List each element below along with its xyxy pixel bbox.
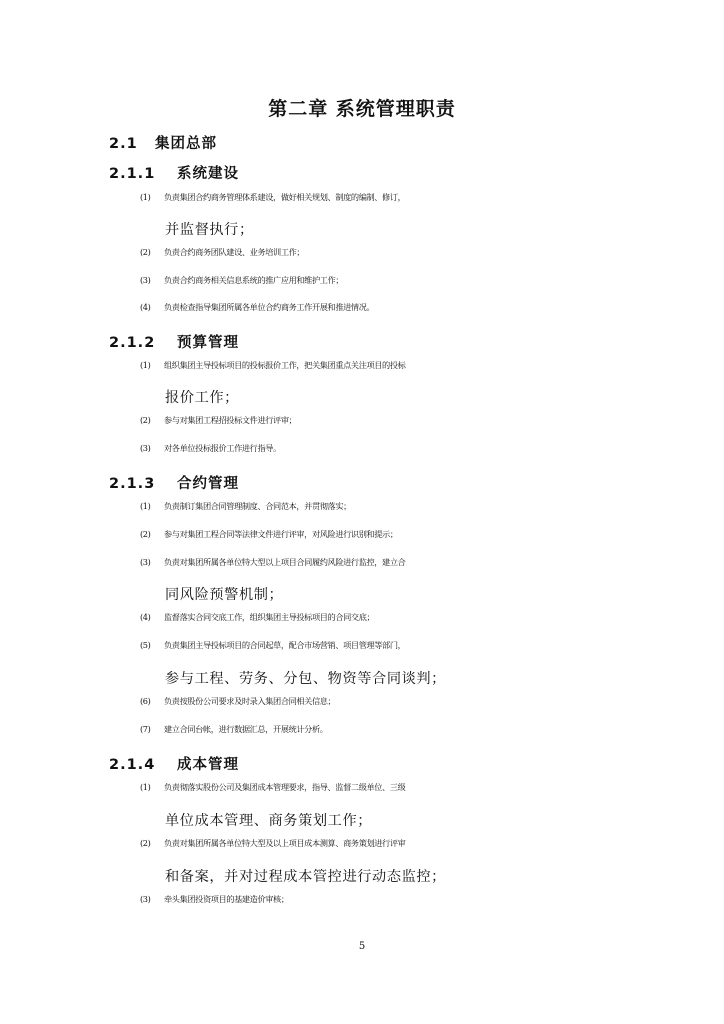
list-item (140, 529, 620, 540)
item-continuation: 同风险预警机制； (165, 587, 284, 603)
section-number: 2.1 (109, 136, 138, 152)
subsection-number: 2.1.2 (109, 335, 156, 351)
item-text: 负责对集团所属各单位特大型以上项目合同履约风险进行监控，建立合 (164, 557, 406, 567)
list-item (140, 415, 620, 426)
item-marker: (2) (140, 838, 151, 848)
item-marker: (2) (140, 415, 151, 425)
subsection-heading (109, 753, 239, 774)
item-text: 建立合同台帐，进行数据汇总，开展统计分析。 (164, 724, 328, 734)
subsection-heading (109, 472, 239, 493)
list-item (140, 275, 620, 286)
item-continuation: 并监督执行； (165, 222, 254, 238)
item-text: 负责合约商务相关信息系统的推广应用和维护工作； (164, 275, 344, 285)
item-continuation: 报价工作； (165, 390, 239, 406)
item-text: 对各单位投标报价工作进行指导。 (164, 443, 281, 453)
list-item (140, 360, 620, 371)
item-text: 负责对集团所属各单位特大型及以上项目成本测算、商务策划进行评审 (164, 838, 406, 848)
item-marker: (3) (140, 443, 151, 453)
item-text: 负责按股份公司要求及时录入集团合同相关信息； (164, 696, 336, 706)
item-marker: (1) (140, 782, 151, 792)
subsection-number: 2.1.3 (109, 476, 156, 492)
item-text: 负责合约商务团队建设、业务培训工作； (164, 247, 305, 257)
item-marker: (2) (140, 247, 151, 257)
list-item (140, 838, 620, 849)
item-text: 负责检查指导集团所属各单位合约商务工作开展和推进情况。 (164, 302, 375, 312)
item-text: 负责制订集团合同管理制度、合同范本，并贯彻落实； (164, 501, 351, 511)
chapter-title: 第二章 系统管理职责 (268, 98, 456, 120)
subsection-title: 系统建设 (177, 166, 239, 182)
list-item (140, 782, 620, 793)
item-marker: (4) (140, 302, 151, 312)
item-continuation: 参与工程、劳务、分包、物资等合同谈判； (165, 671, 446, 687)
item-marker: (1) (140, 360, 151, 370)
item-marker: (4) (140, 612, 151, 622)
section-heading (109, 132, 217, 153)
subsection-heading (109, 331, 239, 352)
list-item (140, 247, 620, 258)
list-item (140, 501, 620, 512)
item-marker: (3) (140, 894, 151, 904)
list-item (140, 612, 620, 623)
item-text: 参与对集团工程招投标文件进行评审； (164, 415, 297, 425)
item-text: 负责彻落实股份公司及集团成本管理要求，指导、监督二级单位、三级 (164, 782, 406, 792)
item-marker: (7) (140, 724, 151, 734)
list-item (140, 443, 620, 454)
item-continuation: 单位成本管理、商务策划工作； (165, 813, 373, 829)
subsection-heading (109, 162, 239, 183)
item-marker: (1) (140, 192, 151, 202)
subsection-number: 2.1.4 (109, 757, 156, 773)
subsection-title: 成本管理 (177, 757, 239, 773)
list-item (140, 640, 620, 651)
list-item (140, 724, 620, 735)
item-continuation: 和备案，并对过程成本管控进行动态监控； (165, 869, 446, 885)
list-item (140, 894, 620, 905)
item-marker: (3) (140, 275, 151, 285)
item-marker: (2) (140, 529, 151, 539)
subsection-number: 2.1.1 (109, 166, 156, 182)
page-number: 5 (358, 941, 366, 952)
list-item (140, 302, 620, 313)
item-text: 参与对集团工程合同等法律文件进行评审，对风险进行识别和提示； (164, 529, 398, 539)
item-text: 负责集团主导投标项目的合同起草，配合市场营销、项目管理等部门， (164, 640, 406, 650)
list-item (140, 696, 620, 707)
item-text: 组织集团主导投标项目的投标报价工作，把关集团重点关注项目的投标 (164, 360, 406, 370)
list-item (140, 557, 620, 568)
item-marker: (1) (140, 501, 151, 511)
item-text: 监督落实合同交底工作，组织集团主导投标项目的合同交底； (164, 612, 375, 622)
subsection-title: 预算管理 (177, 335, 239, 351)
list-item (140, 192, 620, 203)
item-text: 牵头集团投资项目的基建造价审核； (164, 894, 289, 904)
item-marker: (6) (140, 696, 151, 706)
section-title: 集团总部 (155, 136, 217, 152)
item-marker: (5) (140, 640, 151, 650)
item-marker: (3) (140, 557, 151, 567)
item-text: 负责集团合约商务管理体系建设，做好相关规划、制度的编制、修订， (164, 192, 406, 202)
subsection-title: 合约管理 (177, 476, 239, 492)
